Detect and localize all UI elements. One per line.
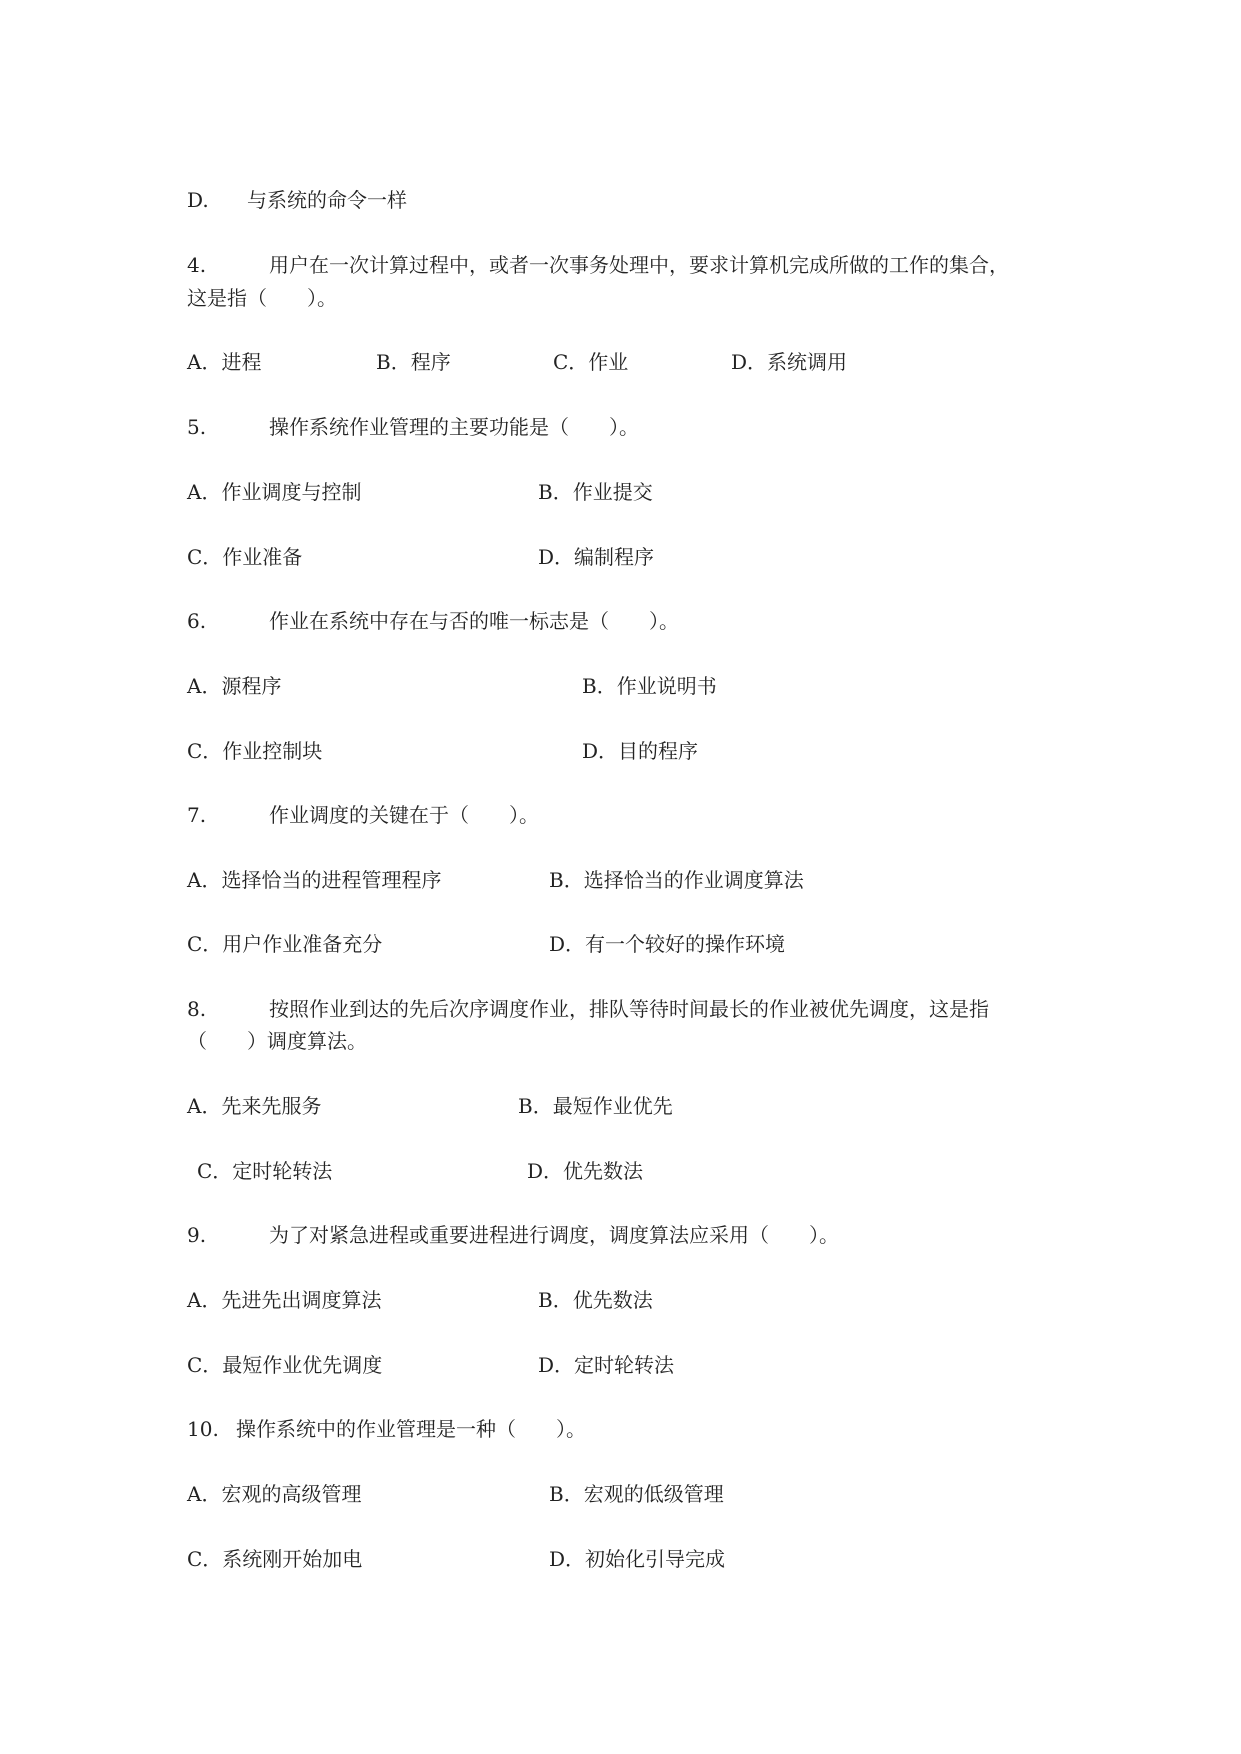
question-number: 10. <box>187 1417 219 1441</box>
option-a: A．进程 <box>187 350 262 374</box>
option-c: C．作业准备 <box>187 545 303 569</box>
question-number: 7. <box>187 803 207 827</box>
option-b: B．宏观的低级管理 <box>549 1482 724 1506</box>
option-b: B．最短作业优先 <box>518 1094 673 1118</box>
option-d: D．优先数法 <box>527 1159 644 1183</box>
option-a: A．作业调度与控制 <box>187 480 362 504</box>
option-b: B．作业提交 <box>538 480 653 504</box>
option-a: A．选择恰当的进程管理程序 <box>187 868 442 892</box>
option-d: D．初始化引导完成 <box>549 1547 726 1571</box>
question-text: 作业调度的关键在于（ ）。 <box>269 803 539 827</box>
question-text-continued: （ ）调度算法。 <box>187 1029 367 1053</box>
option-d: D．有一个较好的操作环境 <box>549 932 786 956</box>
option-a: A．源程序 <box>187 674 282 698</box>
option-d: D．系统调用 <box>731 350 848 374</box>
option-c: C．定时轮转法 <box>197 1159 333 1183</box>
option-d: D．目的程序 <box>582 739 699 763</box>
option-c: C．作业控制块 <box>187 739 323 763</box>
option-c: C．最短作业优先调度 <box>187 1353 383 1377</box>
question-text-continued: 这是指（ ）。 <box>187 286 337 310</box>
question-number: 8. <box>187 997 207 1021</box>
question-text: 操作系统作业管理的主要功能是（ ）。 <box>269 415 639 439</box>
option-c: C．用户作业准备充分 <box>187 932 383 956</box>
option-c: C．系统刚开始加电 <box>187 1547 363 1571</box>
question-number: 9. <box>187 1223 207 1247</box>
question-text: 用户在一次计算过程中，或者一次事务处理中，要求计算机完成所做的工作的集合， <box>269 253 1009 277</box>
option-d: D．编制程序 <box>538 545 655 569</box>
option-a: A．先进先出调度算法 <box>187 1288 382 1312</box>
question-number: 5. <box>187 415 207 439</box>
question-number: 6. <box>187 609 207 633</box>
option-a: A．先来先服务 <box>187 1094 322 1118</box>
question-text: 为了对紧急进程或重要进程进行调度，调度算法应采用（ ）。 <box>269 1223 839 1247</box>
question-text: 操作系统中的作业管理是一种（ ）。 <box>236 1417 586 1441</box>
option-b: B．优先数法 <box>538 1288 653 1312</box>
option-b: B．选择恰当的作业调度算法 <box>549 868 804 892</box>
question-text: 作业在系统中存在与否的唯一标志是（ ）。 <box>269 609 679 633</box>
question-number: 4. <box>187 253 207 277</box>
option-label-d: D. <box>187 188 209 212</box>
option-text: 与系统的命令一样 <box>247 188 407 212</box>
option-d: D．定时轮转法 <box>538 1353 675 1377</box>
option-c: C．作业 <box>553 350 629 374</box>
option-b: B．作业说明书 <box>582 674 717 698</box>
option-b: B．程序 <box>376 350 451 374</box>
option-a: A．宏观的高级管理 <box>187 1482 362 1506</box>
question-text: 按照作业到达的先后次序调度作业，排队等待时间最长的作业被优先调度，这是指 <box>269 997 989 1021</box>
